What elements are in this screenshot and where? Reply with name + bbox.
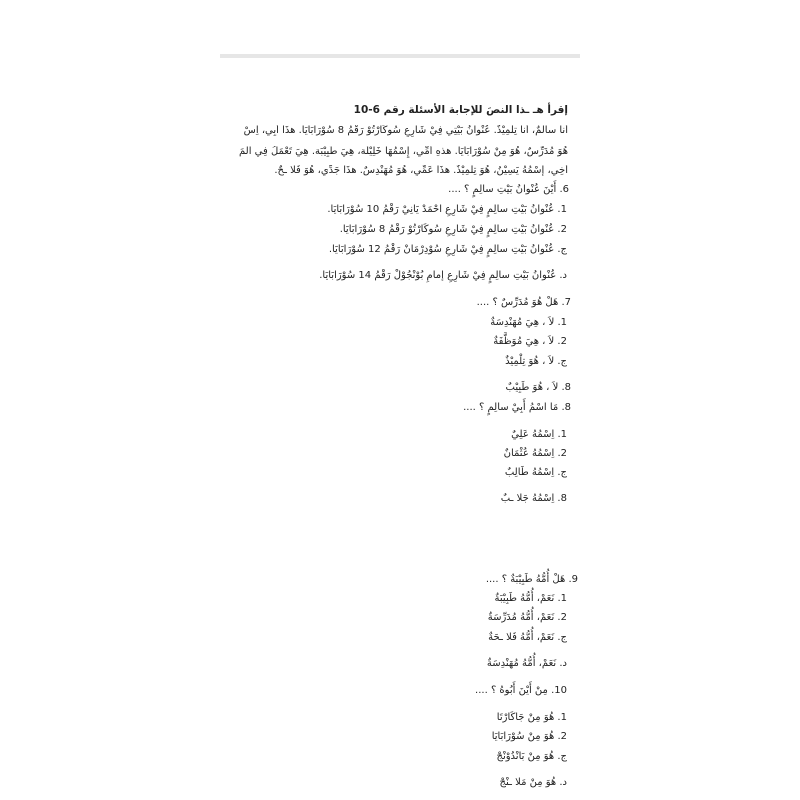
answer-option: 2. نَعَمْ، أُمُّهُ مُدَرِّسَةٌ bbox=[487, 612, 567, 623]
answer-option: د. نَعَمْ، أُمُّهُ مُهَنْدِسَةٌ bbox=[486, 658, 567, 669]
answer-option: 1. نَعَمْ، أُمُّهُ طَبِيْبَةٌ bbox=[494, 593, 567, 604]
top-divider bbox=[220, 54, 580, 58]
passage-line: أخِي، إسْمُهُ يَسِيْنُ، هُوَ تِلْمِيْذٌ. هذَا عَمِّي، هُوَ مُهَنْدِسٌ. هذَا جَدِّي، هُوَ فَلا ـحٌ. bbox=[274, 165, 568, 176]
answer-option: ج. عُنْوانُ بَيْتِ سالِمٍ فِيْ شَارِعِ سُوْدِرْمَانْ رَقْمُ 12 سُوْرَابَايَا. bbox=[328, 244, 567, 255]
passage-line: هُوَ مُدَرِّسٌ، هُوَ مِنْ سُوْرَابَايَا. هذهِ أُمِّي، إِسْمُهَا خَلِيْلَة، هِيَ طَبِيْبَة. هِيَ تَعْمَلُ فِي المَ bbox=[239, 146, 568, 157]
answer-option: 8. لاَ ، هُوَ طَبِيْبٌ bbox=[505, 382, 571, 393]
answer-option: 1. هُوَ مِنْ جَاكَارْتَا bbox=[496, 712, 567, 723]
answer-option: ج. لاَ ، هُوَ تِلْمِيْذٌ bbox=[505, 356, 567, 367]
question-stem: 10. مِنْ أَيْنَ أَبُوهُ ؟ .... bbox=[475, 685, 567, 696]
passage-line: أنا سالمٌ، أنا تِلْمِيْذٌ. عُنْوانُ بَيْتِي فِيْ شَارِعِ سُوكَارْتُوْ رَقْمُ 8 سُوْرَابَايَا. هذَا أَبِي، اِسْ bbox=[243, 125, 568, 136]
answer-option: 1. اِسْمُهُ عَلِيٌ bbox=[511, 429, 567, 440]
answer-option: ج. نَعَمْ، أُمُّهُ فَلا ـحَةٌ bbox=[488, 632, 567, 643]
answer-option: ج. هُوَ مِنْ بَانْدُوْنْجْ bbox=[496, 751, 567, 762]
answer-option: 1. عُنْوانُ بَيْتِ سالِمٍ فِيْ شَارِعِ احْمَدْ يَانِيْ رَقْمُ 10 سُوْرَابَايَا. bbox=[327, 204, 567, 215]
answer-option: 2. عُنْوانُ بَيْتِ سالِمٍ فِيْ شَارِعِ سُوكَارْتُوْ رَقْمُ 8 سُوْرَابَايَا. bbox=[339, 224, 567, 235]
answer-option: 1. لاَ ، هِيَ مُهَنْدِسَةٌ bbox=[490, 317, 567, 328]
answer-option: د. عُنْوانُ بَيْتِ سالِمٍ فِيْ شَارِعِ إمامِ بُوْنْجُوْلْ رَقْمُ 14 سُوْرَابَايَا. bbox=[319, 270, 567, 281]
answer-option: 2. اِسْمُهُ عُثْمَانٌ bbox=[503, 448, 567, 459]
answer-option: 2. لاَ ، هِيَ مُوَظَّفَةٌ bbox=[493, 336, 567, 347]
question-stem: 9. هَلْ أُمُّهُ طَبِيْبَةٌ ؟ .... bbox=[485, 574, 578, 585]
answer-option: د. هُوَ مِنْ مَلا ـنْجْ bbox=[499, 777, 567, 788]
answer-option: ج. اِسْمُهُ طَالِبٌ bbox=[504, 467, 567, 478]
instruction-title: إقرأ هـ ـذا النصَ للإجابة الأسئلة رقم 6-10 bbox=[353, 104, 568, 116]
question-stem: 7. هَلْ هُوَ مُدَرِّسٌ ؟ .... bbox=[476, 297, 571, 308]
question-stem: 6. أَيْنَ عُنْوانُ بَيْتِ سالِمٍ ؟ .... bbox=[448, 184, 569, 195]
question-stem: 8. مَا اسْمُ أَبِيْ سالِمٍ ؟ .... bbox=[463, 402, 571, 413]
answer-option: 2. هُوَ مِنْ سُوْرَابَايَا bbox=[491, 731, 567, 742]
answer-option: 8. اِسْمُهُ جَلا ـبٌ bbox=[500, 493, 567, 504]
